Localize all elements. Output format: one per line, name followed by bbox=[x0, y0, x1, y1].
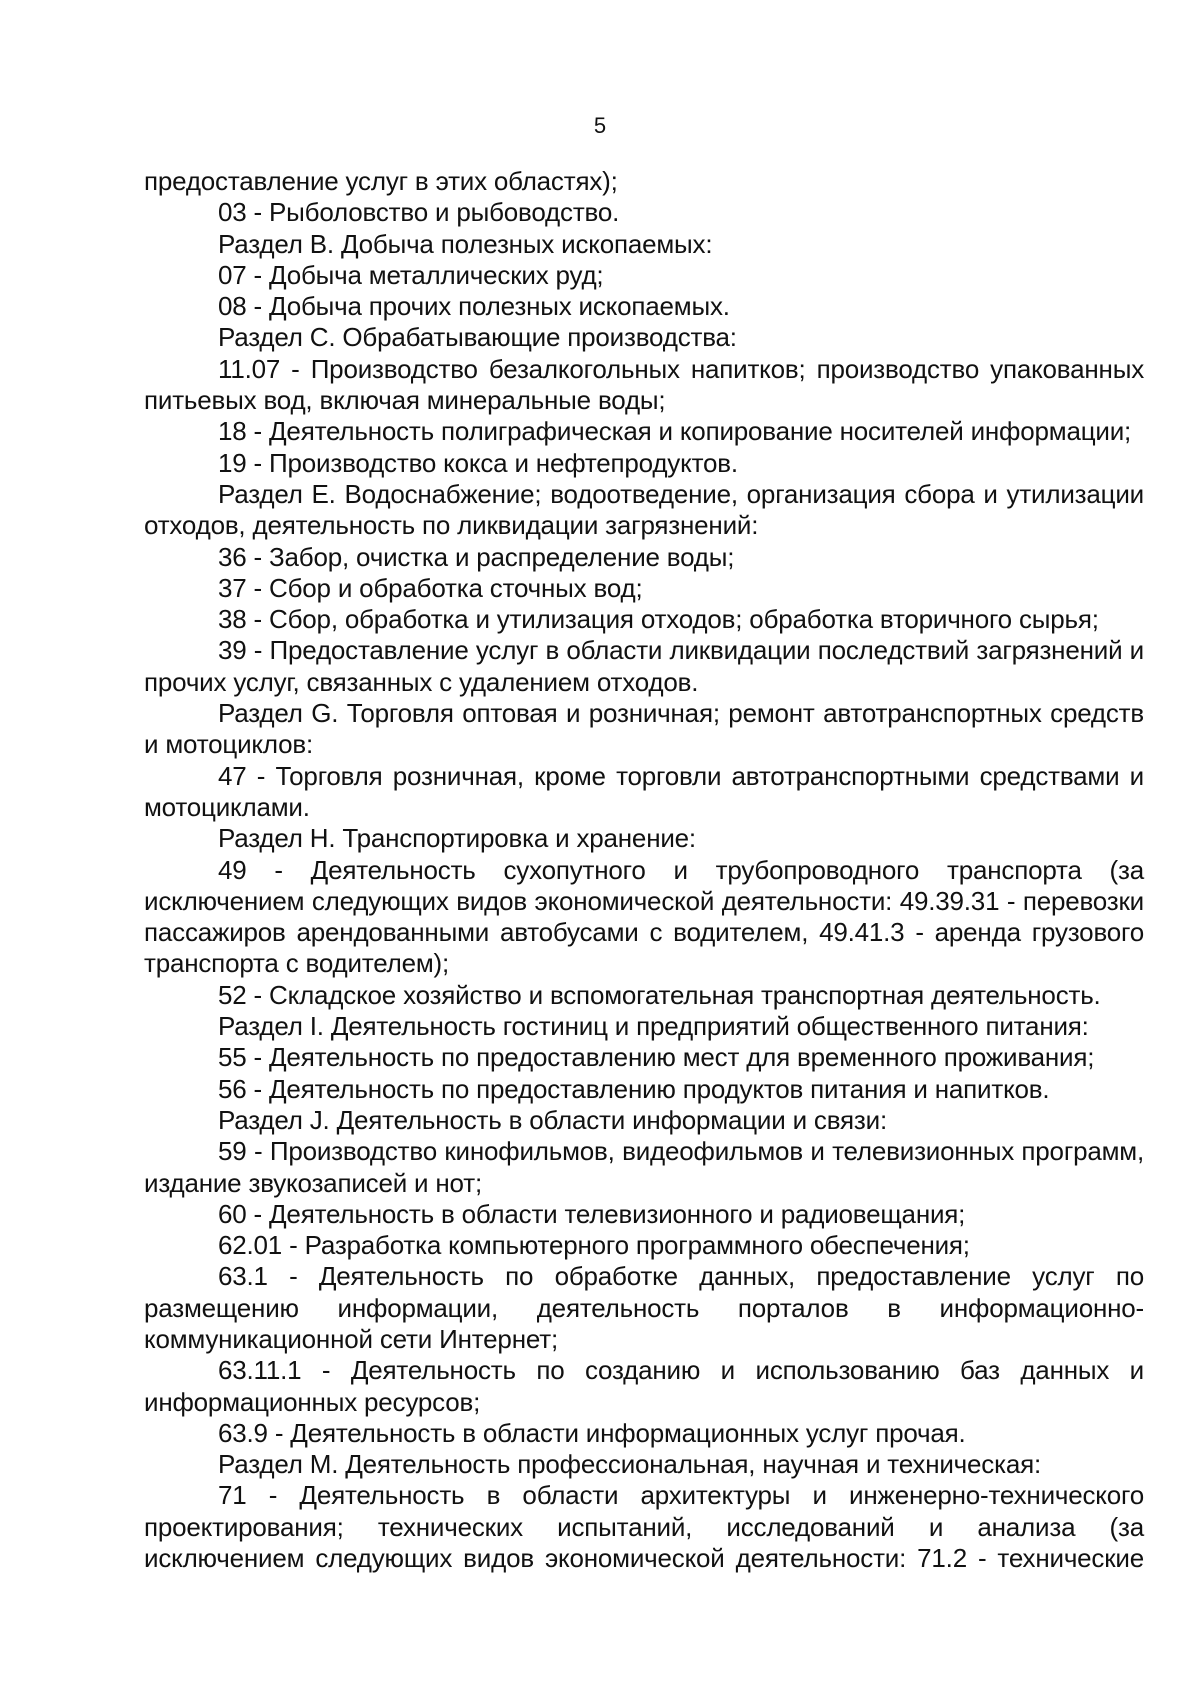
paragraph: 63.9 - Деятельность в области информационных услуг прочая. bbox=[218, 1417, 966, 1448]
paragraph: Раздел B. Добыча полезных ископаемых: bbox=[218, 228, 713, 259]
paragraph: Раздел H. Транспортировка и хранение: bbox=[218, 823, 696, 854]
paragraph: 39 - Предоставление услуг в области ликвидации последствий загрязнений и прочих услуг, связанных с удалением отходов. bbox=[144, 635, 1144, 697]
paragraph: 18 - Деятельность полиграфическая и копирование носителей информации; bbox=[218, 416, 1132, 447]
paragraph: 56 - Деятельность по предоставлению продуктов питания и напитков. bbox=[218, 1073, 1050, 1104]
paragraph: 63.11.1 - Деятельность по созданию и использованию баз данных и информационных ресурсов; bbox=[144, 1355, 1144, 1417]
paragraph: Раздел J. Деятельность в области информации и связи: bbox=[218, 1104, 887, 1135]
page-number: 5 bbox=[593, 113, 607, 138]
paragraph: 47 - Торговля розничная, кроме торговли автотранспортными средствами и мотоциклами. bbox=[144, 760, 1144, 822]
paragraph: 60 - Деятельность в области телевизионного и радиовещания; bbox=[218, 1198, 966, 1229]
paragraph: 08 - Добыча прочих полезных ископаемых. bbox=[218, 291, 730, 322]
paragraph: 03 - Рыболовство и рыбоводство. bbox=[218, 197, 620, 228]
paragraph: 63.1 - Деятельность по обработке данных, предоставление услуг по размещению информации, деятельность порталов в информационно-коммуникационной сети Интернет; bbox=[144, 1261, 1144, 1354]
document-body bbox=[144, 166, 1144, 1574]
paragraph: 71 - Деятельность в области архитектуры и инженерно-технического проектирования; технических испытаний, исследований и анализа (за исключением следующих видов экономической деятельности: 71.2 - технические bbox=[144, 1480, 1144, 1574]
paragraph: 62.01 - Разработка компьютерного программного обеспечения; bbox=[218, 1230, 970, 1261]
paragraph: 59 - Производство кинофильмов, видеофильмов и телевизионных программ, издание звукозаписей и нот; bbox=[144, 1136, 1144, 1198]
paragraph: Раздел E. Водоснабжение; водоотведение, организация сбора и утилизации отходов, деятельность по ликвидации загрязнений: bbox=[144, 478, 1144, 541]
paragraph: 55 - Деятельность по предоставлению мест для временного проживания; bbox=[218, 1042, 1095, 1073]
paragraph: 19 - Производство кокса и нефтепродуктов. bbox=[218, 447, 738, 478]
paragraph: 11.07 - Производство безалкогольных напитков; производство упакованных питьевых вод, включая минеральные воды; bbox=[144, 353, 1144, 416]
paragraph: 07 - Добыча металлических руд; bbox=[218, 259, 604, 290]
paragraph: Раздел I. Деятельность гостиниц и предприятий общественного питания: bbox=[218, 1011, 1089, 1042]
paragraph: Раздел M. Деятельность профессиональная, научная и техническая: bbox=[218, 1449, 1041, 1480]
paragraph: 36 - Забор, очистка и распределение воды; bbox=[218, 541, 735, 572]
paragraph: предоставление услуг в этих областях); bbox=[144, 166, 618, 196]
paragraph: 38 - Сбор, обработка и утилизация отходов; обработка вторичного сырья; bbox=[218, 604, 1099, 635]
paragraph: 37 - Сбор и обработка сточных вод; bbox=[218, 572, 643, 603]
paragraph: Раздел G. Торговля оптовая и розничная; ремонт автотранспортных средств и мотоциклов: bbox=[144, 698, 1144, 760]
paragraph: Раздел C. Обрабатывающие производства: bbox=[218, 322, 737, 353]
paragraph: 49 - Деятельность сухопутного и трубопроводного транспорта (за исключением следующих видов экономической деятельности: 49.39.31 - перевозки пассажиров арендованными автобусами с водителем, 49.41.3 - аренда грузового транспорта с водителем); bbox=[144, 854, 1144, 979]
paragraph: 52 - Складское хозяйство и вспомогательная транспортная деятельность. bbox=[218, 979, 1101, 1010]
